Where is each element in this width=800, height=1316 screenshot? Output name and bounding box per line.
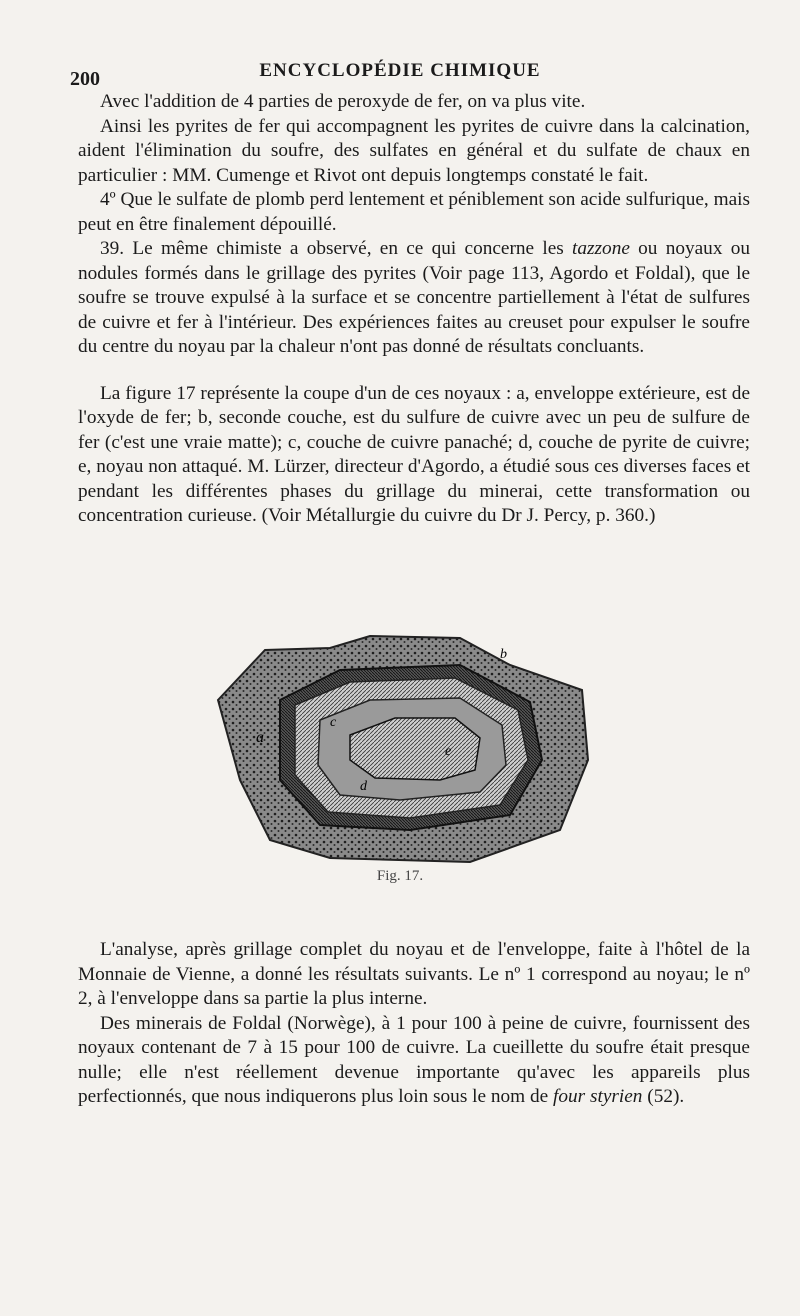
paragraph-39-end: ou noyaux ou nodules formés dans le grillage des pyrites (Voir page 113, Agordo et Foldal), que le soufre se trouve expulsé à la surface et se concentre partiellement à l'état de sulfures de cuivre et fer à l'intérieur. Des expériences faites au creuset pour expulser le soufre du centre du noyau par la chaleur n'ont pas donné de résultats concluants. (78, 238, 750, 357)
paragraph-2: Ainsi les pyrites de fer qui accompagnent les pyrites de cuivre dans la calcination, aident l'élimination du soufre, des sulfates en général et du sulfate de chaux en particulier : MM. Cumenge et Rivot ont depuis longtemps constaté le fait. (78, 115, 750, 186)
figure-caption: Fig. 17. (376, 868, 424, 884)
running-head: ENCYCLOPÉDIE CHIMIQUE (259, 60, 541, 81)
lower-text-block (78, 938, 750, 1110)
label-a: a (256, 729, 264, 746)
paragraph-figure-description: La figure 17 représente la coupe d'un de ces noyaux : a, enveloppe extérieure, est de l'oxyde de fer; b, seconde couche, est du sulfure de cuivre avec un peu de sulfure de fer (c'est une vraie matte); c, couche de cuivre panaché; d, couche de pyrite de cuivre; e, noyau non attaqué. M. Lürzer, directeur d'Agordo, a étudié sous ces diverses faces et pendant les différentes phases du grillage du minerai, cette transformation ou concentration curieuse. (Voir Métallurgie du cuivre du Dr J. Percy, p. 360.) (78, 382, 750, 526)
page-number: 200 (70, 68, 100, 90)
paragraph-3: 4º Que le sulfate de plomb perd lentement et péniblement son acide sulfurique, mais peut en être finalement dépouillé. (78, 189, 750, 235)
nodule-cross-section-figure (210, 630, 590, 865)
label-c: c (330, 715, 337, 730)
paragraph-foldal-end: (52). (642, 1086, 685, 1107)
paragraph-analysis: L'analyse, après grillage complet du noyau et de l'enveloppe, faite à l'hôtel de la Monnaie de Vienne, a donné les résultats suivants. Le nº 1 correspond au noyau; le nº 2, à l'enveloppe dans sa partie la plus interne. (78, 939, 750, 1009)
paragraph-foldal-start: Des minerais de Foldal (Norwège), à 1 pour 100 à peine de cuivre, fournissent des noyaux contenant de 7 à 15 pour 100 de cuivre. La cueillette du soufre était presque nulle; elle n'est réellement devenue importante qu'avec les appareils plus perfectionnés, que nous indiquerons plus loin sous le nom de (78, 1012, 750, 1107)
core-e (350, 718, 480, 780)
tazzone-term: tazzone (572, 238, 630, 259)
label-b: b (500, 647, 507, 662)
upper-text-block (78, 90, 750, 529)
label-d: d (360, 779, 367, 794)
paragraph-39-start: 39. Le même chimiste a observé, en ce qui concerne les (100, 238, 573, 259)
four-styrien-term: four styrien (553, 1086, 643, 1107)
paragraph-1: Avec l'addition de 4 parties de peroxyde de fer, on va plus vite. (100, 91, 586, 112)
paragraph-39 (78, 237, 750, 360)
label-e: e (445, 744, 452, 759)
paragraph-foldal (78, 1012, 750, 1110)
